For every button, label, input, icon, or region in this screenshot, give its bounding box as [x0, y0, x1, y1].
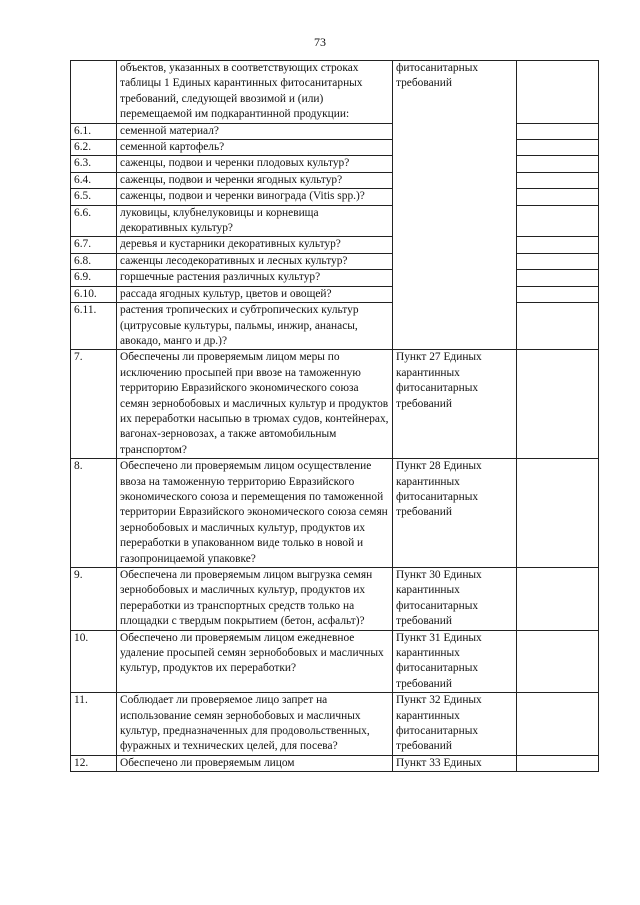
row-number: 6.11.	[71, 303, 117, 350]
question-text: Обеспечены ли проверяемым лицом меры по исключению просыпей при ввозе на таможенную территорию Евразийского экономического союза семян зернобобовых и масличных культур и продуктов их переработки насыпью в трюмах судов, контейнерах, вагонах-зерновозах, а также автомобильным транспортом?	[117, 350, 393, 459]
question-text: саженцы, подвои и черенки винограда (Vitis spp.)?	[117, 189, 393, 205]
answer-cell	[517, 693, 599, 756]
checklist-table	[70, 60, 599, 772]
row-number: 6.6.	[71, 205, 117, 237]
table-row	[71, 693, 599, 756]
row-number: 12.	[71, 755, 117, 771]
answer-cell	[517, 755, 599, 771]
row-number: 6.8.	[71, 253, 117, 269]
question-text: Соблюдает ли проверяемое лицо запрет на использование семян зернобобовых и масличных культур, предназначенных для продовольственных, фуражных и технических целей, для посева?	[117, 693, 393, 756]
question-text: растения тропических и субтропических культур (цитрусовые культуры, пальмы, инжир, ананасы, авокадо, манго и др.)?	[117, 303, 393, 350]
row-number: 11.	[71, 693, 117, 756]
table-row	[71, 123, 599, 139]
checklist-body	[71, 61, 599, 772]
row-number: 6.9.	[71, 270, 117, 286]
table-row	[71, 156, 599, 172]
page-number: 73	[314, 35, 326, 49]
table-row	[71, 172, 599, 188]
requirement-reference: Пункт 30 Единых карантинных фитосанитарных требований	[393, 568, 517, 631]
answer-cell	[517, 568, 599, 631]
table-row	[71, 270, 599, 286]
requirement-reference: Пункт 31 Единых карантинных фитосанитарных требований	[393, 630, 517, 693]
answer-cell	[517, 205, 599, 237]
table-row	[71, 459, 599, 568]
question-text: Обеспечено ли проверяемым лицом осуществление ввоза на таможенную территорию Евразийского экономического союза и перемещения по таможенной территории Евразийского экономического союза семян зернобобовых и масличных культур, продуктов их переработки в упакованном виде только в новой и газопроницаемой упаковке?	[117, 459, 393, 568]
table-row	[71, 205, 599, 237]
row-number: 6.3.	[71, 156, 117, 172]
question-text: Обеспечено ли проверяемым лицом	[117, 755, 393, 771]
question-text: Обеспечено ли проверяемым лицом ежедневное удаление просыпей семян зернобобовых и масличных культур, продуктов их переработки?	[117, 630, 393, 693]
table-row	[71, 630, 599, 693]
requirement-reference: фитосанитарных требований	[393, 61, 517, 350]
row-number: 6.10.	[71, 286, 117, 302]
table-row	[71, 350, 599, 459]
requirement-reference: Пункт 27 Единых карантинных фитосанитарных требований	[393, 350, 517, 459]
answer-cell	[517, 459, 599, 568]
table-row	[71, 303, 599, 350]
table-row	[71, 253, 599, 269]
row-number: 6.5.	[71, 189, 117, 205]
table-row	[71, 237, 599, 253]
question-text: объектов, указанных в соответствующих строках таблицы 1 Единых карантинных фитосанитарных требований, следующей ввозимой и (или) перемещаемой им подкарантинной продукции:	[117, 61, 393, 124]
row-number	[71, 61, 117, 124]
question-text: семенной картофель?	[117, 140, 393, 156]
row-number: 8.	[71, 459, 117, 568]
answer-cell	[517, 61, 599, 124]
answer-cell	[517, 156, 599, 172]
row-number: 6.1.	[71, 123, 117, 139]
table-row	[71, 61, 599, 124]
requirement-reference: Пункт 32 Единых карантинных фитосанитарных требований	[393, 693, 517, 756]
answer-cell	[517, 286, 599, 302]
question-text: саженцы, подвои и черенки плодовых культур?	[117, 156, 393, 172]
question-text: деревья и кустарники декоративных культур?	[117, 237, 393, 253]
answer-cell	[517, 303, 599, 350]
answer-cell	[517, 350, 599, 459]
row-number: 6.4.	[71, 172, 117, 188]
answer-cell	[517, 189, 599, 205]
requirement-reference: Пункт 28 Единых карантинных фитосанитарных требований	[393, 459, 517, 568]
question-text: Обеспечена ли проверяемым лицом выгрузка семян зернобобовых и масличных культур, продуктов их переработки из транспортных средств только на площадки с твердым покрытием (бетон, асфальт)?	[117, 568, 393, 631]
table-row	[71, 755, 599, 771]
table-row	[71, 140, 599, 156]
question-text: рассада ягодных культур, цветов и овощей?	[117, 286, 393, 302]
answer-cell	[517, 237, 599, 253]
answer-cell	[517, 172, 599, 188]
table-row	[71, 286, 599, 302]
answer-cell	[517, 630, 599, 693]
row-number: 10.	[71, 630, 117, 693]
table-row	[71, 568, 599, 631]
answer-cell	[517, 140, 599, 156]
row-number: 6.7.	[71, 237, 117, 253]
answer-cell	[517, 123, 599, 139]
answer-cell	[517, 253, 599, 269]
table-row	[71, 189, 599, 205]
requirement-reference: Пункт 33 Единых	[393, 755, 517, 771]
question-text: саженцы, подвои и черенки ягодных культур?	[117, 172, 393, 188]
answer-cell	[517, 270, 599, 286]
row-number: 7.	[71, 350, 117, 459]
question-text: горшечные растения различных культур?	[117, 270, 393, 286]
question-text: саженцы лесодекоративных и лесных культур?	[117, 253, 393, 269]
row-number: 9.	[71, 568, 117, 631]
question-text: семенной материал?	[117, 123, 393, 139]
row-number: 6.2.	[71, 140, 117, 156]
question-text: луковицы, клубнелуковицы и корневища декоративных культур?	[117, 205, 393, 237]
